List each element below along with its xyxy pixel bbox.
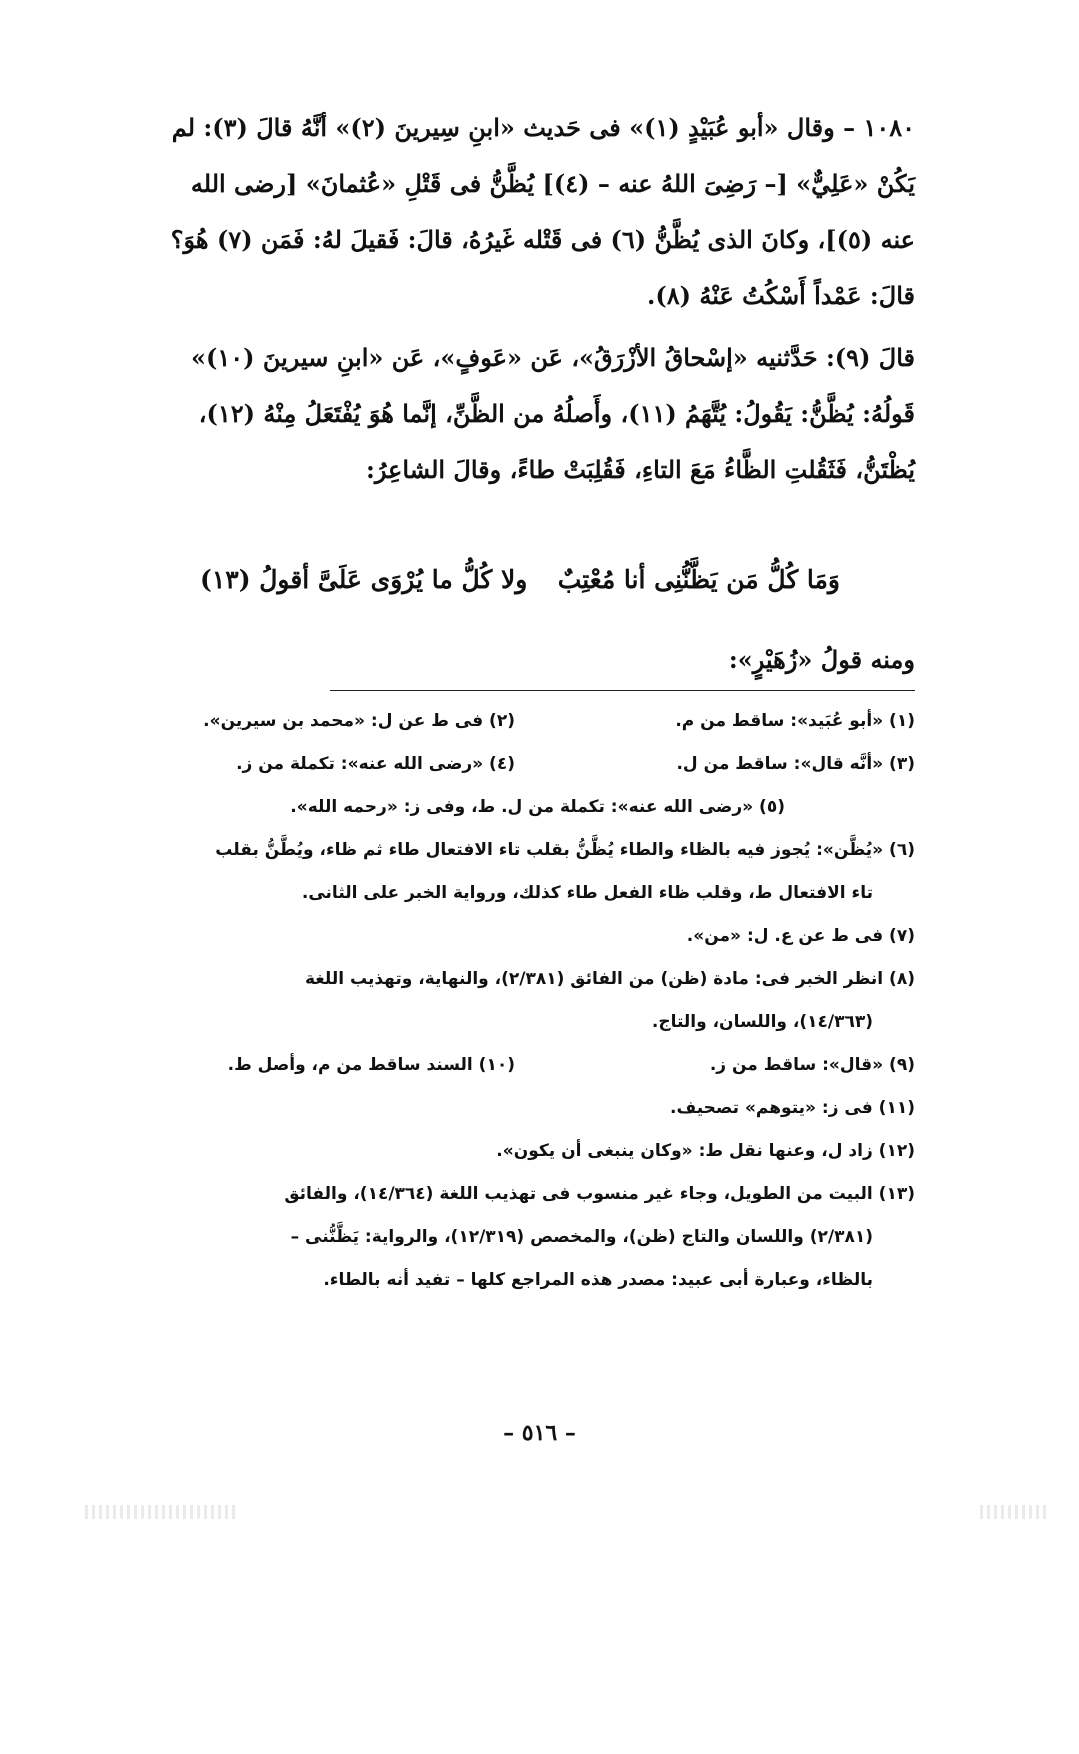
after-verse-line: ومنه قولُ «زُهَيْرٍ»:	[728, 645, 915, 674]
footnote: (٩) «قال»: ساقط من ز.	[709, 1055, 915, 1075]
text-line: قالَ: عَمْداً أَسْكُتُ عَنْهُ (٨).	[647, 281, 915, 310]
footnote: (١١) فى ز: «يتوهم» تصحيف.	[670, 1098, 915, 1118]
footnote-continuation: (١٤/٣٦٣)، واللسان، والتاج.	[651, 1012, 873, 1032]
verse-second-hemistich: ولا كُلُّ ما يُرْوَى عَلَىَّ أقولُ (١٣)	[200, 565, 528, 594]
footnote-row	[120, 700, 915, 743]
footnote: (٨) انظر الخبر فى: مادة (ظن) من الفائق (٢/٣٨١)، والنهاية، وتهذيب اللغة	[305, 969, 915, 989]
footnote: (٤) «رضى الله عنه»: تكملة من ز.	[236, 754, 515, 774]
text-line: ١٠٨٠ – وقال «أبو عُبَيْدٍ (١)» فى حَديث «ابنِ سِيرينَ (٢)» أنَّهُ قالَ (٣): لم	[171, 113, 915, 142]
footnotes	[120, 700, 915, 1302]
text-line: عنه (٥)]، وكانَ الذى يُظَّنُّ (٦) فى قَتْله غَيرُهُ، قالَ: فَقيلَ لهُ: فَمَن (٧) هُوَ؟	[170, 225, 915, 254]
footnote: (٦) «يُظَّن»: يُجوز فيه بالظاء والطاء يُظَّنُّ بقلب تاء الافتعال طاء ثم ظاء، ويُطَّنُّ بقلب	[215, 840, 915, 860]
footnote-row	[120, 1044, 915, 1087]
page-number: – ٥١٦ –	[503, 1420, 576, 1446]
footnote: (١٢) زاد ل، وعنها نقل ط: «وكان ينبغى أن يكون».	[496, 1141, 915, 1161]
main-text-second	[125, 330, 915, 498]
footnote: (١٠) السند ساقط من م، وأصل ط.	[227, 1055, 515, 1075]
footnote: (١) «أبو عُبَيد»: ساقط من م.	[675, 711, 915, 731]
footnote-continuation: بالظاء، وعبارة أبى عبيد: مصدر هذه المراجع كلها – تفيد أنه بالطاء.	[323, 1270, 873, 1290]
text-line: قَولُهُ: يُظَّنُّ: يَقُولُ: يُتَّهَمُ (١١)، وأَصلُهُ من الظَّنِّ، إنَّما هُوَ يُفْتَعَلُ مِنْهُ (١٢)،	[198, 399, 915, 428]
footnote-continuation: تاء الافتعال ط، وقلب ظاء الفعل طاء كذلك، ورواية الخبر على الثانى.	[301, 883, 873, 903]
footnote: (٥) «رضى الله عنه»: تكملة من ل. ط، وفى ز: «رحمه الله».	[290, 797, 785, 817]
text-line: يُظْتَنُّ، فَثَقُلتِ الظَّاءُ مَعَ التاءِ، فَقُلِبَتْ طاءً، وقالَ الشاعِرُ:	[365, 455, 915, 484]
scan-noise	[85, 1505, 235, 1519]
poetry-verse	[200, 555, 840, 605]
text-line: قالَ (٩): حَدَّثنيه «إسْحاقُ الأزْرَقُ»، عَن «عَوفٍ»، عَن «ابنِ سيرينَ (١٠)»	[191, 343, 915, 372]
footnote: (٧) فى ط عن ع. ل: «من».	[686, 926, 915, 946]
text-line: يَكُنْ «عَلِيٌّ» [– رَضِىَ اللهُ عنه – (٤)] يُظَّنُّ فى قَتْلِ «عُثمانَ» [رضى الله	[190, 169, 915, 198]
footnote-row	[120, 743, 915, 786]
verse-first-hemistich: وَمَا كُلُّ مَن يَظَّنُّنِى أنا مُعْتِبٌ	[557, 565, 840, 594]
footnote: (٣) «أنَّه قال»: ساقط من ل.	[676, 754, 915, 774]
scan-noise	[980, 1505, 1050, 1519]
footnote: (١٣) البيت من الطويل، وجاء غير منسوب فى تهذيب اللغة (١٤/٣٦٤)، والفائق	[284, 1184, 915, 1204]
footnote-divider	[330, 690, 915, 691]
footnote-continuation: (٢/٣٨١) واللسان والتاج (ظن)، والمخصص (١٢/٣١٩)، والرواية: يَظَّنُّنى –	[290, 1227, 873, 1247]
footnote: (٢) فى ط عن ل: «محمد بن سيرين».	[203, 711, 515, 731]
main-text	[125, 100, 915, 324]
